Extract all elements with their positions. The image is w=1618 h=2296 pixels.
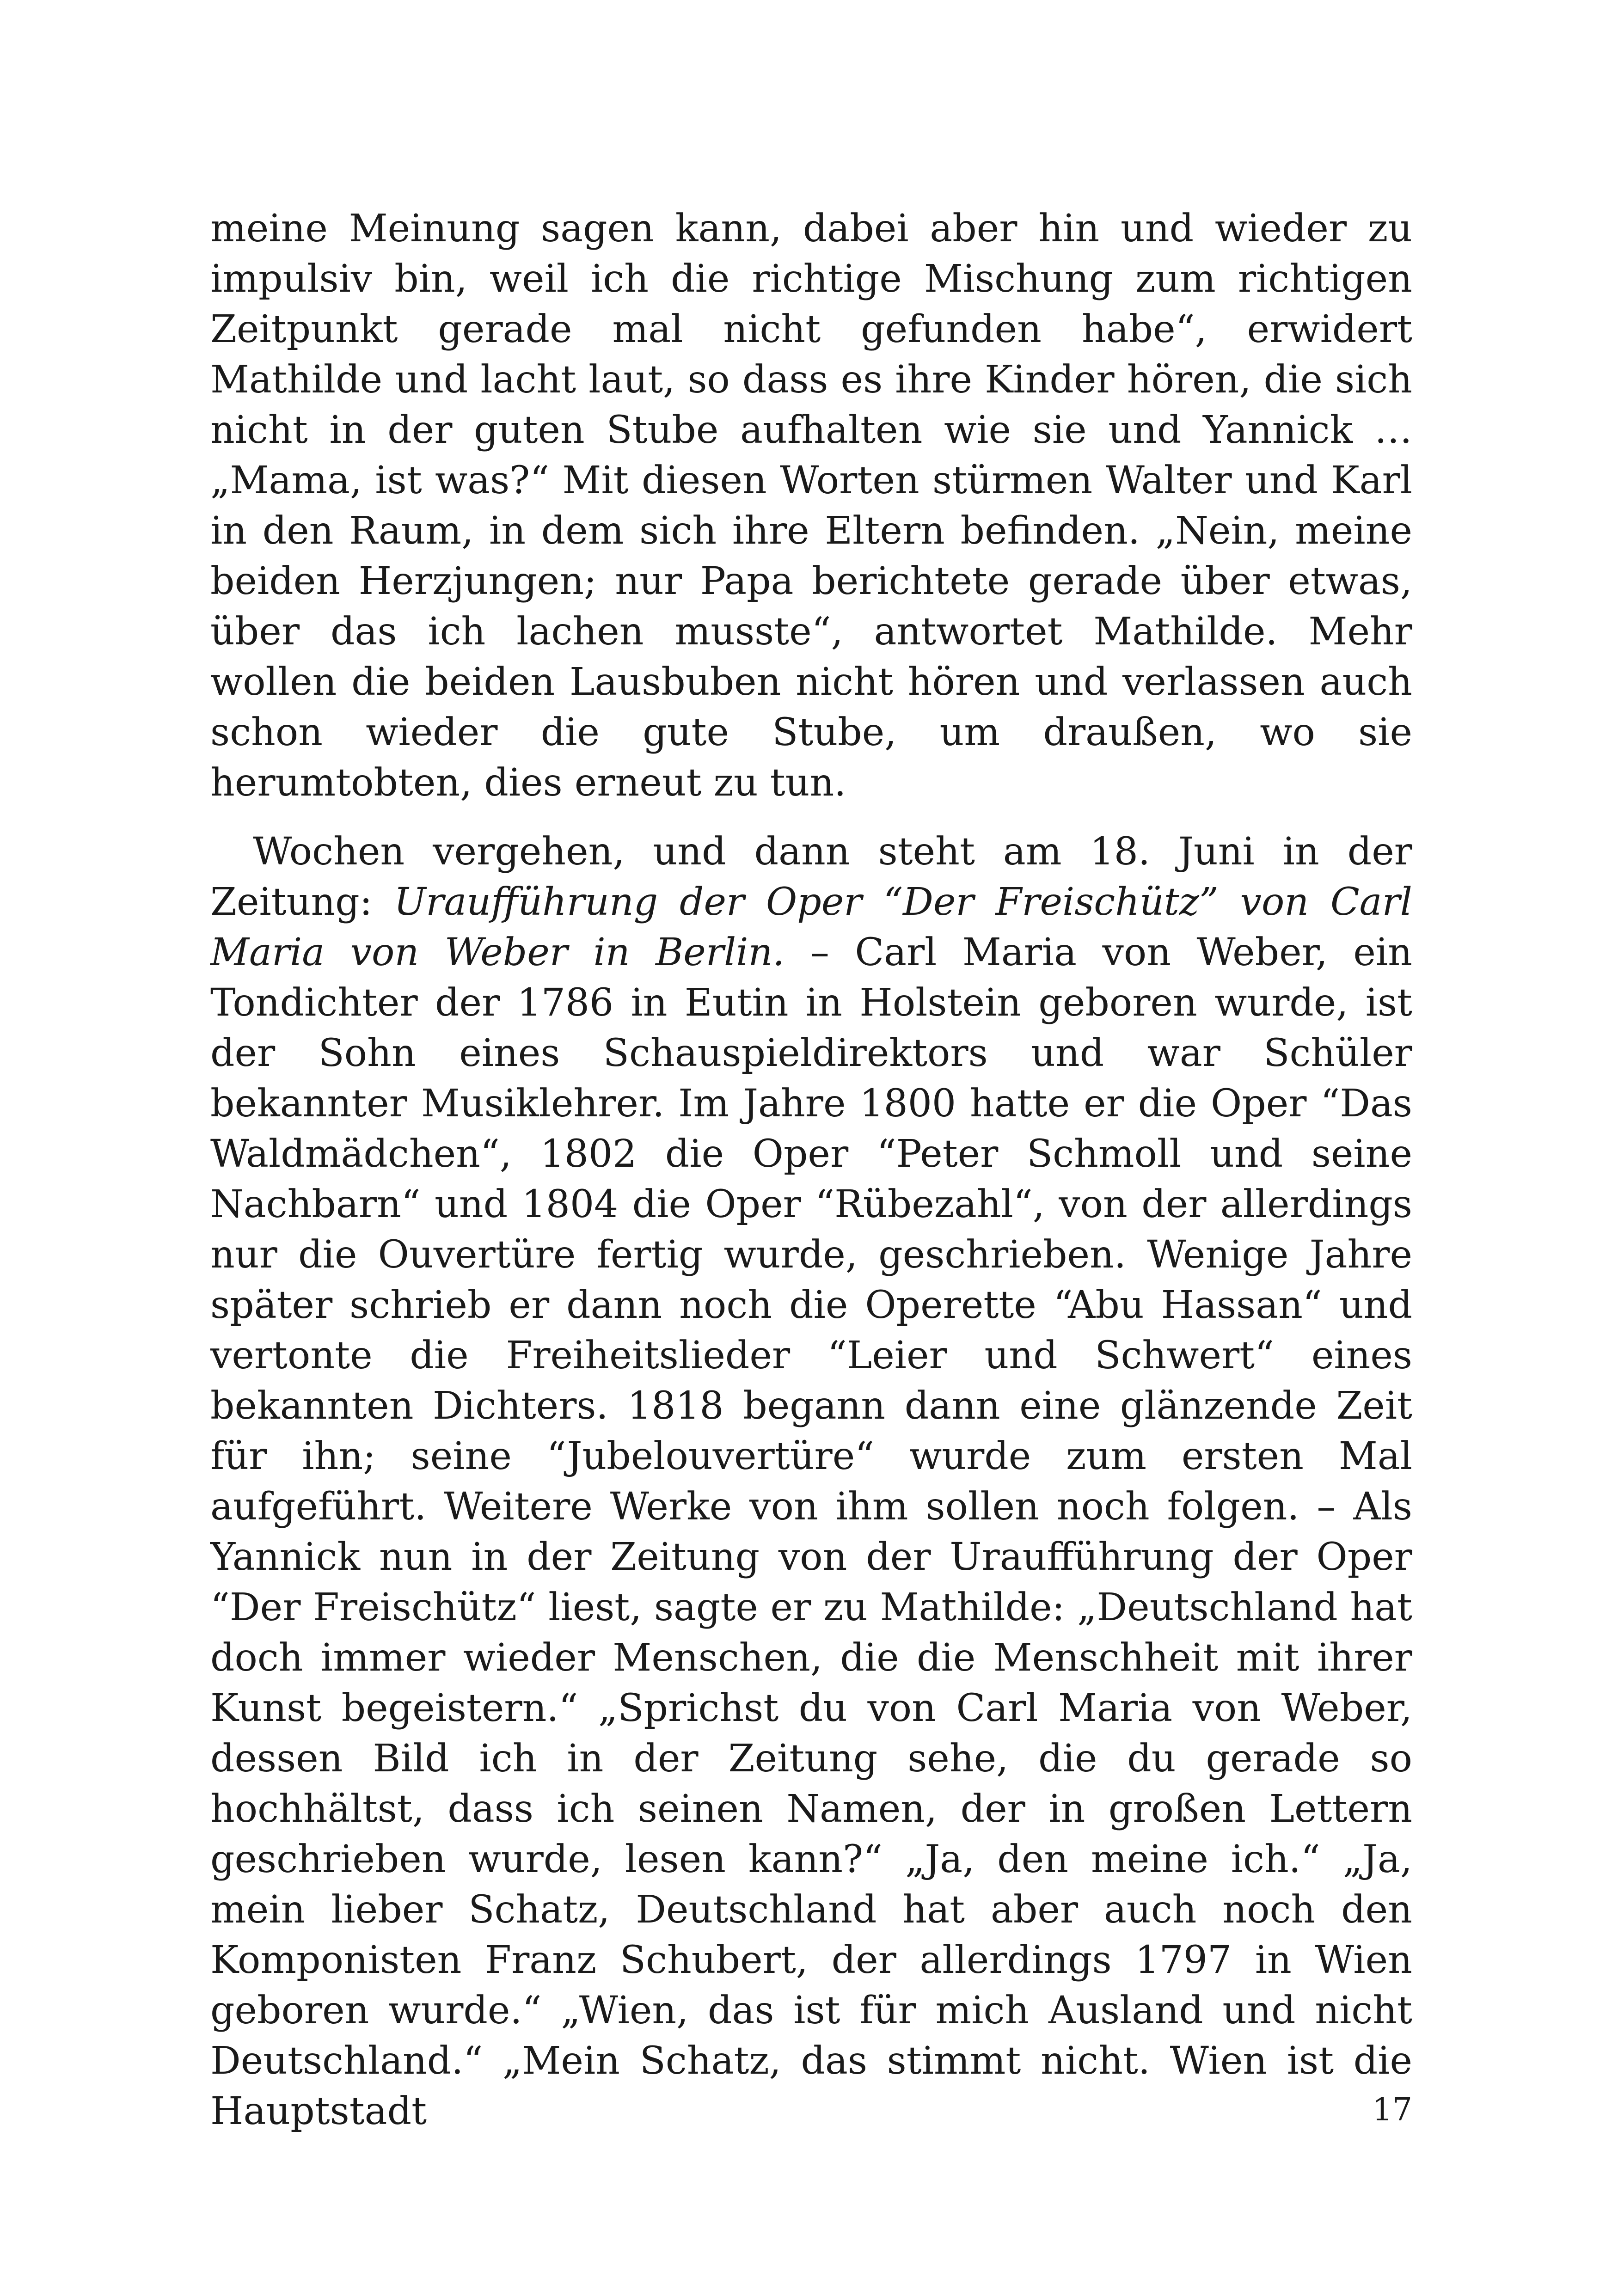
paragraph-2-rest: – Carl Maria von Weber, ein Tondichter der 1786 in Eutin in Holstein geboren wurde, ist der Sohn eines Schauspieldirektors und war Schüler bekannter Musiklehrer. Im Jahre 1800 hatte er die Oper “Das Waldmädchen“, 1802 die Oper “Peter Schmoll und seine Nachbarn“ und 1804 die Oper “Rübezahl“, von der allerdings nur die Ouvertüre fertig wurde, geschrieben. Wenige Jahre später schrieb er dann noch die Operette “Abu Hassan“ und vertonte die Freiheitslieder “Leier und Schwert“ eines bekannten Dichters. 1818 begann dann eine glänzende Zeit für ihn; seine “Jubelouvertüre“ wurde zum ersten Mal aufgeführt. Weitere Werke von ihm sollen noch folgen. – Als Yannick nun in der Zeitung von der Uraufführung der Oper “Der Freischütz“ liest, sagte er zu Mathilde: „Deutschland hat doch immer wieder Menschen, die die Menschheit mit ihrer Kunst begeistern.“ „Sprichst du von Carl Maria von Weber, dessen Bild ich in der Zeitung sehe, die du gerade so hochhältst, dass ich seinen Namen, der in großen Lettern geschrieben wurde, lesen kann?“ „Ja, den meine ich.“ „Ja, mein lieber Schatz, Deutschland hat aber auch noch den Komponisten Franz Schubert, der allerdings 1797 in Wien geboren wurde.“ „Wien, das ist für mich Ausland und nicht Deutschland.“ „Mein Schatz, das stimmt nicht. Wien ist die Hauptstadt [210,931,1412,2133]
paragraph-2 [210,827,1412,2137]
page-number: 17 [1372,2092,1412,2128]
paragraph-2-lead: Wochen vergehen, und dann steht am 18. Juni in der Zeitung: [210,830,1412,924]
paragraph-2-headline-italic: Uraufführung der Oper “Der Freischütz” von Carl Maria von Weber in Berlin. [210,880,1412,974]
body-text [210,203,1412,2137]
paragraph-1 [210,203,1412,808]
paragraph-1-text: meine Meinung sagen kann, dabei aber hin und wieder zu impulsiv bin, weil ich die richtige Mischung zum richtigen Zeitpunkt gerade mal nicht gefunden habe“, erwidert Mathilde und lacht laut, so dass es ihre Kinder hören, die sich nicht in der guten Stube aufhalten wie sie und Yannick … „Mama, ist was?“ Mit diesen Worten stürmen Walter und Karl in den Raum, in dem sich ihre Eltern befinden. „Nein, meine beiden Herzjungen; nur Papa berichtete gerade über etwas, über das ich lachen musste“, antwortet Mathilde. Mehr wollen die beiden Lausbuben nicht hören und verlassen auch schon wieder die gute Stube, um draußen, wo sie herumtobten, dies erneut zu tun. [210,207,1412,805]
